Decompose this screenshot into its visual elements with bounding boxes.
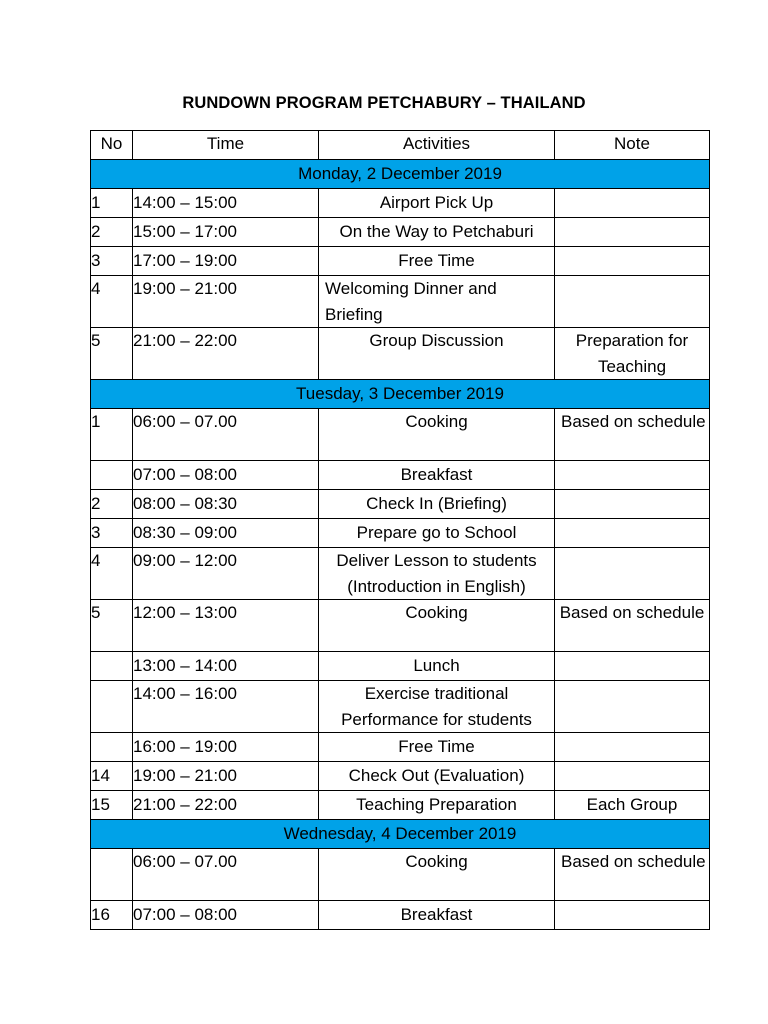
row-no: 14 <box>91 762 133 791</box>
row-no: 3 <box>91 519 133 548</box>
row-activity: Airport Pick Up <box>319 189 555 218</box>
row-no: 1 <box>91 189 133 218</box>
table-row <box>91 409 710 461</box>
row-time: 14:00 – 16:00 <box>133 681 319 733</box>
row-activity: Deliver Lesson to students (Introduction in English) <box>319 548 555 600</box>
row-activity: Breakfast <box>319 461 555 490</box>
table-row <box>91 519 710 548</box>
table-row <box>91 548 710 600</box>
table-row <box>91 681 710 733</box>
row-note <box>555 218 710 247</box>
row-note: Preparation for Teaching <box>555 328 710 380</box>
day-label: Wednesday, 4 December 2019 <box>91 820 710 849</box>
schedule-table <box>90 130 710 930</box>
row-time: 19:00 – 21:00 <box>133 276 319 328</box>
row-no: 16 <box>91 901 133 930</box>
row-no: 5 <box>91 600 133 652</box>
row-time: 21:00 – 22:00 <box>133 328 319 380</box>
row-activity: Teaching Preparation <box>319 791 555 820</box>
row-no: 1 <box>91 409 133 461</box>
row-activity: Breakfast <box>319 901 555 930</box>
row-time: 09:00 – 12:00 <box>133 548 319 600</box>
row-activity: Check Out (Evaluation) <box>319 762 555 791</box>
row-activity: Group Discussion <box>319 328 555 380</box>
row-activity: Prepare go to School <box>319 519 555 548</box>
day-label: Tuesday, 3 December 2019 <box>91 380 710 409</box>
row-note: Based on schedule <box>555 409 710 461</box>
header-row <box>91 131 710 160</box>
row-time: 07:00 – 08:00 <box>133 901 319 930</box>
row-note <box>555 548 710 600</box>
row-note <box>555 490 710 519</box>
row-note <box>555 733 710 762</box>
row-time: 16:00 – 19:00 <box>133 733 319 762</box>
row-note: Based on schedule <box>555 600 710 652</box>
row-activity: Lunch <box>319 652 555 681</box>
row-activity: Free Time <box>319 247 555 276</box>
row-no: 4 <box>91 276 133 328</box>
row-activity: Cooking <box>319 409 555 461</box>
day-row <box>91 160 710 189</box>
table-row <box>91 490 710 519</box>
row-activity: Exercise traditional Performance for students <box>319 681 555 733</box>
row-note <box>555 189 710 218</box>
row-no: 3 <box>91 247 133 276</box>
row-time: 12:00 – 13:00 <box>133 600 319 652</box>
row-no <box>91 733 133 762</box>
table-row <box>91 652 710 681</box>
row-note <box>555 247 710 276</box>
table-row <box>91 600 710 652</box>
row-time: 08:30 – 09:00 <box>133 519 319 548</box>
row-no <box>91 652 133 681</box>
row-time: 19:00 – 21:00 <box>133 762 319 791</box>
row-activity: On the Way to Petchaburi <box>319 218 555 247</box>
row-note: Each Group <box>555 791 710 820</box>
row-no <box>91 849 133 901</box>
table-row <box>91 189 710 218</box>
row-time: 06:00 – 07.00 <box>133 409 319 461</box>
header-no: No <box>91 131 133 160</box>
row-note <box>555 681 710 733</box>
header-time: Time <box>133 131 319 160</box>
document-title: RUNDOWN PROGRAM PETCHABURY – THAILAND <box>182 94 586 112</box>
row-activity: Check In (Briefing) <box>319 490 555 519</box>
row-no: 2 <box>91 218 133 247</box>
header-activities: Activities <box>319 131 555 160</box>
row-time: 08:00 – 08:30 <box>133 490 319 519</box>
row-note <box>555 461 710 490</box>
day-row <box>91 820 710 849</box>
table-row <box>91 849 710 901</box>
row-note <box>555 519 710 548</box>
row-time: 15:00 – 17:00 <box>133 218 319 247</box>
row-activity: Welcoming Dinner and Briefing <box>319 276 555 328</box>
row-note <box>555 652 710 681</box>
row-note <box>555 901 710 930</box>
row-time: 14:00 – 15:00 <box>133 189 319 218</box>
row-activity: Free Time <box>319 733 555 762</box>
row-no: 2 <box>91 490 133 519</box>
row-note: Based on schedule <box>555 849 710 901</box>
header-note: Note <box>555 131 710 160</box>
row-time: 17:00 – 19:00 <box>133 247 319 276</box>
row-no: 5 <box>91 328 133 380</box>
row-time: 21:00 – 22:00 <box>133 791 319 820</box>
table-row <box>91 276 710 328</box>
table-row <box>91 461 710 490</box>
row-time: 07:00 – 08:00 <box>133 461 319 490</box>
row-note <box>555 276 710 328</box>
row-time: 13:00 – 14:00 <box>133 652 319 681</box>
row-no: 4 <box>91 548 133 600</box>
table-row <box>91 247 710 276</box>
table-row <box>91 762 710 791</box>
table-row <box>91 328 710 380</box>
day-label: Monday, 2 December 2019 <box>91 160 710 189</box>
row-no <box>91 461 133 490</box>
row-activity: Cooking <box>319 849 555 901</box>
row-note <box>555 762 710 791</box>
table-row <box>91 733 710 762</box>
table-row <box>91 901 710 930</box>
row-time: 06:00 – 07.00 <box>133 849 319 901</box>
row-no <box>91 681 133 733</box>
row-activity: Cooking <box>319 600 555 652</box>
table-row <box>91 218 710 247</box>
day-row <box>91 380 710 409</box>
row-no: 15 <box>91 791 133 820</box>
table-row <box>91 791 710 820</box>
